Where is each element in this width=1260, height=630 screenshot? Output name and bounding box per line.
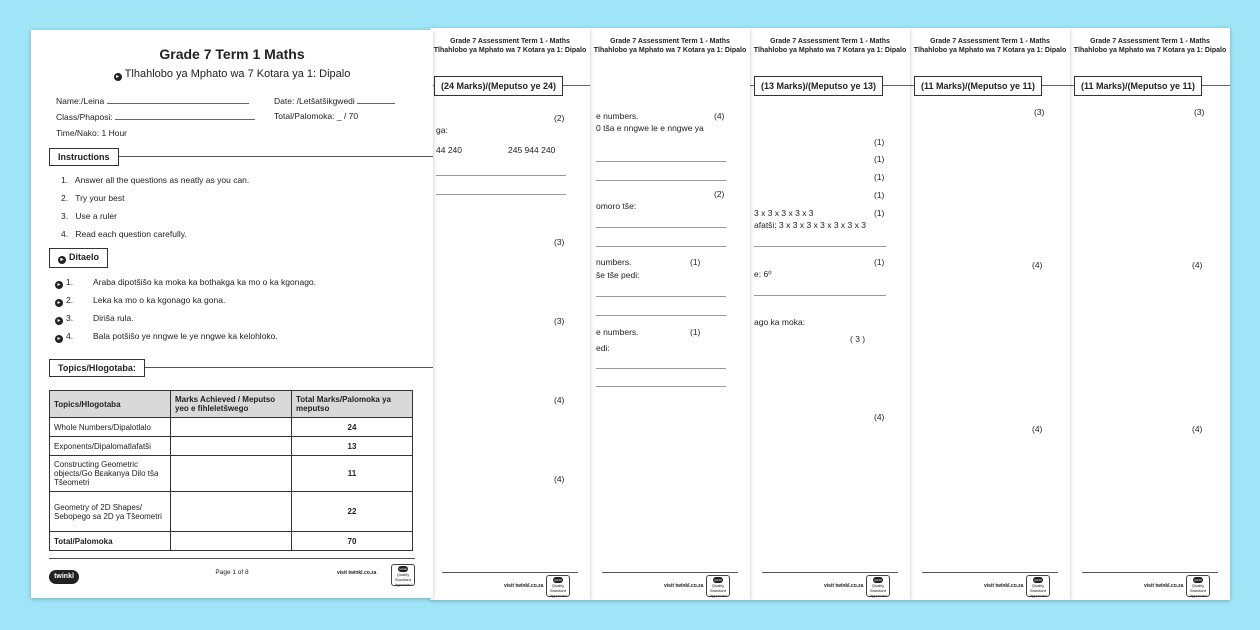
mark: (4) [1192, 424, 1203, 434]
topic-cell: Geometry of 2D Shapes/ Sebopego sa 2D ya Tšeometri [50, 492, 171, 532]
page-footer [750, 572, 910, 598]
footer-visit-text: visit twinkl.co.za [824, 583, 864, 589]
section-heading: (13 Marks)/(Meputso ye 13) [754, 76, 883, 96]
sepedi-flag-icon: ▸ [55, 299, 63, 307]
quality-badge-icon: twinkl Quality Standard Approved [706, 575, 730, 597]
sepedi-flag-icon: ▸ [55, 281, 63, 289]
mark: (4) [714, 111, 725, 121]
mark: (1) [874, 154, 885, 164]
topic-cell: Whole Numbers/Dipalotlalo [50, 418, 171, 437]
question-text: ago ka moka: [754, 317, 806, 327]
page-header-title: Grade 7 Assessment Term 1 - Maths [450, 38, 570, 45]
section-heading: (24 Marks)/(Meputso ye 24) [434, 76, 563, 96]
topic-cell: Constructing Geometric objects/Go Bᴇakanya Dilo tša Tšeometri [50, 456, 171, 492]
mark: (1) [874, 172, 885, 182]
question-text: numbers. [596, 257, 632, 267]
ditaelo-item: ▸ 4. Bala potšišo ye nngwe le ye nngwe ka kelohloko. [55, 331, 278, 343]
ditaelo-item: ▸ 2. Leka ka mo o ka kgonago ka gona. [55, 295, 225, 307]
time-field: Time/Nako: 1 Hour [56, 128, 128, 138]
section-heading: (11 Marks)/(Meputso ye 11) [914, 76, 1042, 96]
page-footer [590, 572, 750, 598]
page-header-title: Grade 7 Assessment Term 1 - Maths [1090, 38, 1210, 45]
footer-visit-text: visit twinkl.co.za [504, 583, 544, 589]
total-marks-cell: 70 [292, 532, 413, 551]
mark: (2) [554, 113, 565, 123]
table-header-row [50, 391, 413, 418]
topics-table [49, 390, 413, 551]
column-header: Marks Achieved / Meputso yeo e fihleletšwego [171, 391, 292, 418]
mark: (1) [874, 257, 885, 267]
mark: (1) [874, 137, 885, 147]
marks-achieved-cell[interactable] [171, 532, 292, 551]
worksheet-page-6 [1070, 28, 1230, 600]
question-text: edi: [596, 343, 610, 353]
worksheet-page-4 [750, 28, 910, 600]
answer-line [596, 368, 726, 369]
quality-badge-icon: twinkl Quality Standard Approved [546, 575, 570, 597]
date-field[interactable]: Date: /Letšatšikgwedi [274, 95, 395, 106]
answer-line [596, 161, 726, 162]
mark: (1) [874, 208, 885, 218]
page-number: Page 1 of 8 [215, 569, 249, 576]
quality-badge-icon: twinkl Quality Standard Approved [1186, 575, 1210, 597]
topic-cell: Exponents/Dipalomatlafatši [50, 437, 171, 456]
answer-line [596, 296, 726, 297]
column-header: Total Marks/Palomoka ya meputso [292, 391, 413, 418]
page-subtitle: ▸ Tlhahlobo ya Mphato wa 7 Kotara ya 1: Dipalo [31, 68, 433, 81]
twinkl-logo: twinkl [49, 570, 79, 584]
mark: (4) [874, 412, 885, 422]
mark: (1) [874, 190, 885, 200]
ditaelo-heading: ▸ Ditaelo [49, 248, 108, 268]
table-row [50, 418, 413, 437]
mark: (4) [554, 474, 565, 484]
answer-line [754, 295, 886, 296]
mark: ( 3 ) [850, 334, 866, 344]
page-header-title: Grade 7 Assessment Term 1 - Maths [930, 38, 1050, 45]
question-text: e numbers. [596, 111, 639, 121]
table-row [50, 437, 413, 456]
page-header-subtitle: Tlhahlobo ya Mphato wa 7 Kotara ya 1: Dipalo [593, 47, 747, 54]
mark: (4) [554, 395, 565, 405]
instruction-item: 1. Answer all the questions as neatly as you can. [61, 175, 250, 185]
mark: (4) [1192, 260, 1203, 270]
page-header-subtitle: Tlhahlobo ya Mphato wa 7 Kotara ya 1: Dipalo [753, 47, 907, 54]
question-text: ga: [436, 125, 448, 135]
topics-heading: Topics/Hlogotaba: [49, 359, 145, 377]
page-footer [1070, 572, 1230, 598]
total-marks-cell: 13 [292, 437, 413, 456]
total-marks-cell: 11 [292, 456, 413, 492]
question-text: e numbers. [596, 327, 639, 337]
answer-line [436, 194, 566, 195]
page-footer [910, 572, 1070, 598]
total-field: Total/Palomoka: _ / 70 [274, 111, 359, 121]
page-header-title: Grade 7 Assessment Term 1 - Maths [770, 38, 890, 45]
mark: (1) [690, 257, 701, 267]
instruction-item: 3. Use a ruler [61, 211, 117, 221]
mark: (3) [554, 316, 565, 326]
question-text: še tše pedi: [596, 270, 640, 280]
footer-rule [49, 558, 415, 559]
page-header-subtitle: Tlhahlobo ya Mphato wa 7 Kotara ya 1: Dipalo [433, 47, 587, 54]
page-header-title: Grade 7 Assessment Term 1 - Maths [610, 38, 730, 45]
instruction-item: 2. Try your best [61, 193, 125, 203]
answer-line [436, 175, 566, 176]
table-row [50, 492, 413, 532]
question-text: e: 6⁰ [754, 269, 772, 279]
answer-line [596, 315, 726, 316]
section-heading: (11 Marks)/(Meputso ye 11) [1074, 76, 1202, 96]
mark: (1) [690, 327, 701, 337]
sepedi-flag-icon: ▸ [114, 73, 122, 81]
table-row [50, 456, 413, 492]
name-field[interactable]: Name:/Leina [56, 95, 249, 106]
quality-badge-icon: twinkl Quality Standard Approved [866, 575, 890, 597]
answer-line [596, 180, 726, 181]
ditaelo-item: ▸ 1. Araba dipotšišo ka moka ka bothakga ka mo o ka kgonago. [55, 277, 316, 289]
question-text: 0 tša e nngwe le e nngwe ya [596, 123, 704, 133]
topic-cell: Total/Palomoka [50, 532, 171, 551]
question-text: 3 x 3 x 3 x 3 x 3 [754, 208, 814, 218]
instruction-item: 4. Read each question carefully. [61, 229, 187, 239]
worksheet-cover-page [31, 30, 433, 598]
ditaelo-item: ▸ 3. Diriša rula. [55, 313, 134, 325]
marks-achieved-cell[interactable] [171, 418, 292, 437]
answer-line [596, 386, 726, 387]
worksheet-page-3 [590, 28, 750, 600]
marks-achieved-cell[interactable] [171, 437, 292, 456]
page-header-subtitle: Tlhahlobo ya Mphato wa 7 Kotara ya 1: Dipalo [913, 47, 1067, 54]
sepedi-flag-icon: ▸ [58, 256, 66, 264]
mark: (3) [1194, 107, 1205, 117]
worksheet-page-2 [430, 28, 590, 600]
footer-visit-text: visit twinkl.co.za [1144, 583, 1184, 589]
mark: (4) [1032, 260, 1043, 270]
footer-visit-text: visit twinkl.co.za [984, 583, 1024, 589]
class-field[interactable]: Class/Phaposi: [56, 111, 255, 122]
total-marks-cell: 22 [292, 492, 413, 532]
marks-achieved-cell[interactable] [171, 456, 292, 492]
instructions-heading: Instructions [49, 148, 119, 166]
page-footer [430, 572, 590, 598]
worksheet-page-5 [910, 28, 1070, 600]
quality-badge-icon: twinkl Quality Standard Approved [1026, 575, 1050, 597]
total-marks-cell: 24 [292, 418, 413, 437]
footer-visit-text: visit twinkl.co.za [337, 570, 377, 576]
question-text: 44 240 [436, 145, 462, 155]
answer-line [754, 246, 886, 247]
question-text: omoro tše: [596, 201, 637, 211]
mark: (4) [1032, 424, 1043, 434]
mark: (3) [554, 237, 565, 247]
answer-line [596, 246, 726, 247]
column-header: Topics/Hlogotaba [50, 391, 171, 418]
quality-badge-icon: twinkl Quality Standard Approved [391, 564, 415, 586]
answer-line [596, 227, 726, 228]
mark: (3) [1034, 107, 1045, 117]
footer-visit-text: visit twinkl.co.za [664, 583, 704, 589]
question-text: afatši: 3 x 3 x 3 x 3 x 3 x 3 x 3 [754, 220, 866, 230]
marks-achieved-cell[interactable] [171, 492, 292, 532]
sepedi-flag-icon: ▸ [55, 335, 63, 343]
question-text: 245 944 240 [508, 145, 556, 155]
table-row [50, 532, 413, 551]
sepedi-flag-icon: ▸ [55, 317, 63, 325]
page-header-subtitle: Tlhahlobo ya Mphato wa 7 Kotara ya 1: Dipalo [1073, 47, 1227, 54]
page-title: Grade 7 Term 1 Maths [159, 46, 305, 62]
mark: (2) [714, 189, 725, 199]
